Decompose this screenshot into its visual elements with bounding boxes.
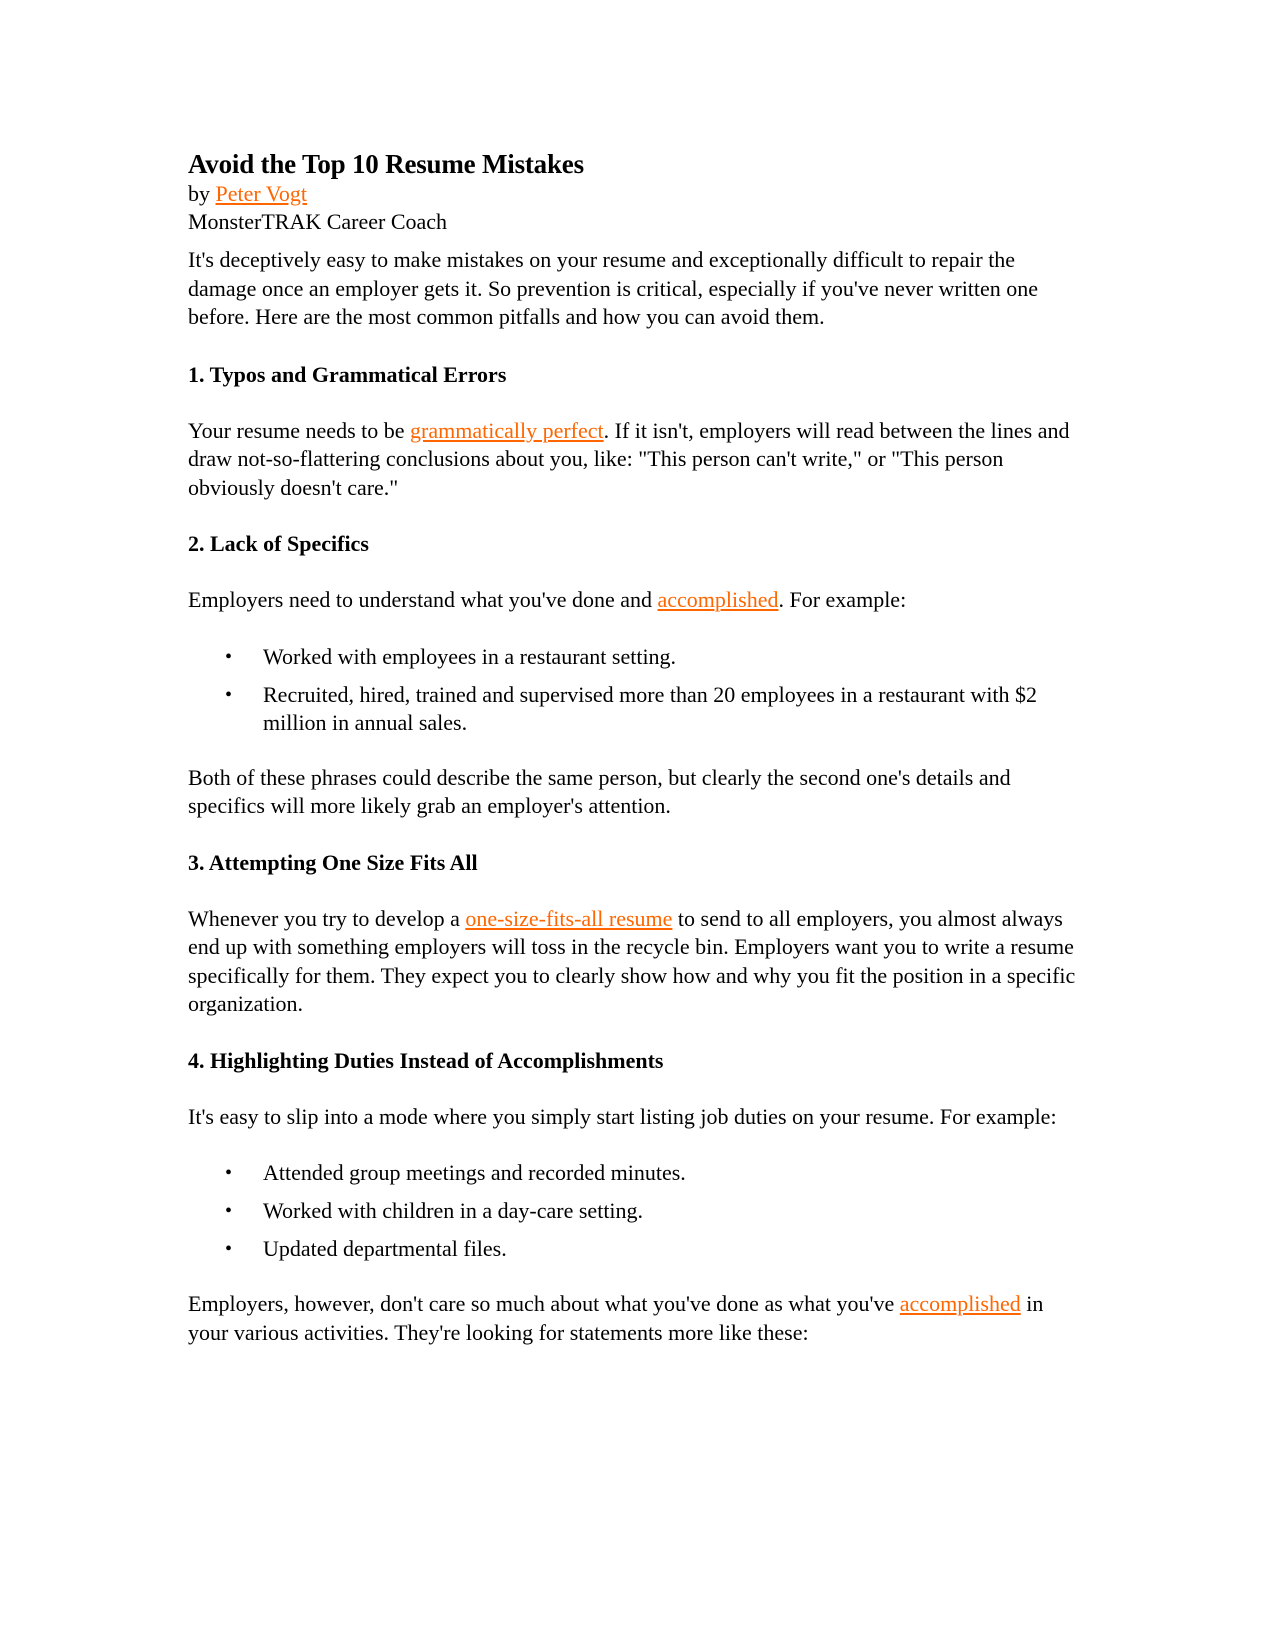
section-2-bullet-list [188, 643, 1088, 737]
section-4-heading: 4. Highlighting Duties Instead of Accomplishments [188, 1047, 664, 1073]
section-4-paragraph-2 [188, 1290, 1088, 1347]
intro-paragraph: It's deceptively easy to make mistakes on your resume and exceptionally difficult to repair the damage once an employer gets it. So prevention is critical, especially if you've never written one before. Here are the most common pitfalls and how you can avoid them. [188, 247, 1039, 329]
section-4-paragraph: It's easy to slip into a mode where you simply start listing job duties on your resume. For example: [188, 1103, 1057, 1129]
text: in your various activities. They're looking for statements more like these: [188, 1291, 1044, 1345]
section-2-paragraph-2: Both of these phrases could describe the same person, but clearly the second one's details and specifics will more likely grab an employer's attention. [188, 764, 1011, 818]
section-2-heading: 2. Lack of Specifics [188, 531, 369, 556]
text: Your resume needs to be [188, 417, 411, 443]
accomplished-link[interactable]: accomplished [657, 587, 779, 612]
grammatically-perfect-link[interactable]: grammatically perfect [410, 417, 604, 443]
text: . For example: [778, 587, 907, 612]
one-size-fits-all-resume-link[interactable]: one-size-fits-all resume [465, 905, 673, 931]
text: . If it isn't, employers will read between the lines and draw not-so-flattering conclusions about you, like: "This person can't write," or "This person obviously doesn't care." [188, 417, 1070, 500]
text: Employers need to understand what you've done and [188, 587, 658, 612]
list-item: • Updated departmental files. [263, 1235, 1088, 1263]
text: Employers, however, don't care so much about what you've done as what you've [188, 1291, 900, 1316]
section-4-bullet-list [188, 1159, 1088, 1263]
section-1-paragraph [188, 417, 1088, 503]
article-title: Avoid the Top 10 Resume Mistakes [188, 149, 584, 179]
section-3-heading: 3. Attempting One Size Fits All [188, 849, 478, 875]
document-page [188, 148, 1088, 1375]
list-item: • Worked with children in a day-care setting. [263, 1197, 1088, 1225]
accomplished-link-2[interactable]: accomplished [899, 1291, 1021, 1316]
section-1-heading: 1. Typos and Grammatical Errors [188, 361, 507, 387]
section-2-paragraph [188, 586, 1088, 615]
text: to send to all employers, you almost always end up with something employers will toss in the recycle bin. Employers want you to write a resume specifically for them. They expect you to clearly show how and why you fit the position in a specific organization. [188, 905, 1076, 1016]
text: Whenever you try to develop a [188, 905, 466, 931]
list-item: • Attended group meetings and recorded minutes. [263, 1159, 1088, 1187]
list-item: • Worked with employees in a restaurant setting. [263, 643, 1088, 671]
list-item: • Recruited, hired, trained and supervised more than 20 employees in a restaurant with $2 million in annual sales. [263, 681, 1088, 737]
author-role: MonsterTRAK Career Coach [188, 209, 448, 234]
section-3-paragraph [188, 905, 1088, 1019]
byline [188, 180, 1088, 208]
byline-prefix: by [188, 181, 216, 206]
author-link[interactable]: Peter Vogt [215, 181, 307, 206]
